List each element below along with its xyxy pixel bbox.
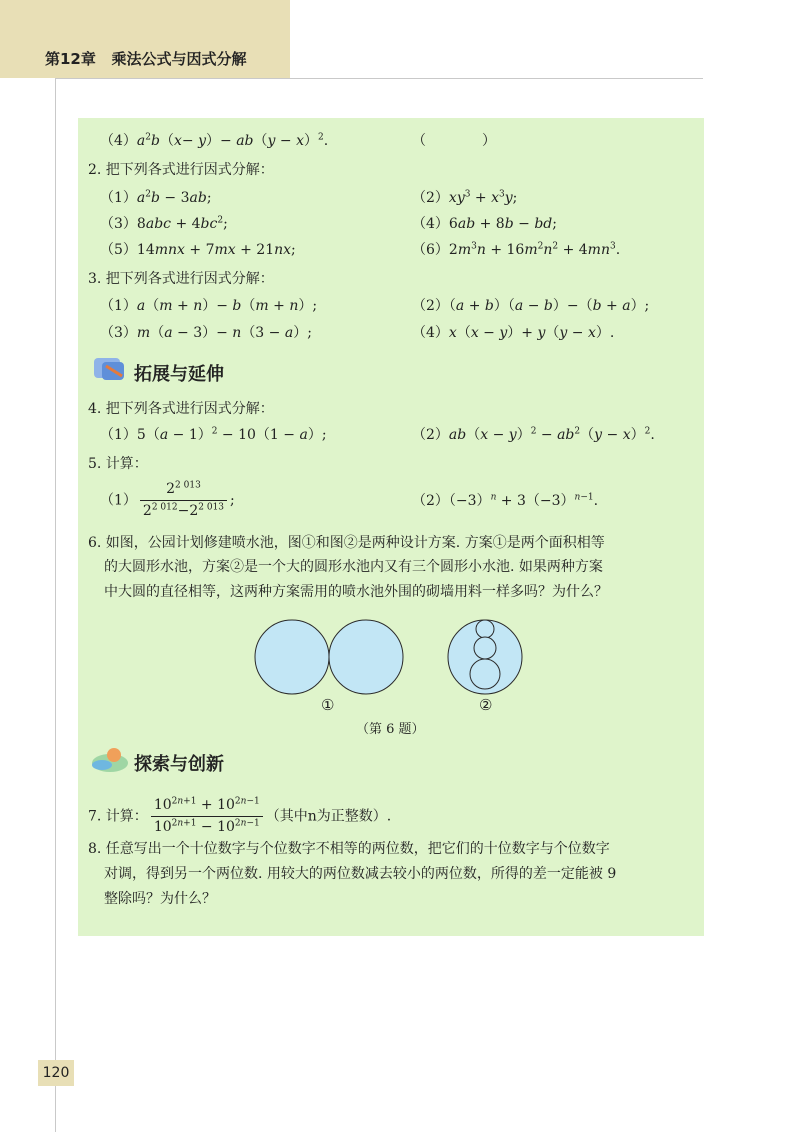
figure-2-nested-circles	[446, 612, 526, 702]
q6-line1: 6. 如图，公园计划修建喷水池，图①和图②是两种设计方案. 方案①是两个面积相等	[88, 535, 605, 551]
q3-stem: 3. 把下列各式进行因式分解：	[88, 271, 274, 287]
fig2-small-circle-middle	[474, 637, 496, 659]
q7-fraction: $\frac{10^{2n+1} + 10^{2n-1}}{10^{2n+1} - 10^{2n-1}}$	[151, 796, 263, 837]
q4-part2: $(2)ab(x - y)^2 - ab^2(y - x)^2$.	[412, 426, 655, 443]
figure-1-two-circles	[250, 612, 410, 702]
figure-caption: （第 6 题）	[356, 722, 425, 737]
section-title-explore: 探索与创新	[134, 754, 224, 775]
section-title-extend: 拓展与延伸	[134, 364, 224, 385]
fig2-small-circle-top	[476, 620, 494, 638]
q5-part2: $(2)(-3)^n + 3(-3)^{n-1}$.	[412, 492, 599, 509]
q3-part4: （4）x（x − y）+ y（y − x）.	[412, 325, 615, 341]
q2-part1: $(1)a^2b - 3ab$;	[100, 189, 212, 206]
page-number: 120	[38, 1060, 74, 1086]
margin-line	[55, 78, 56, 1132]
fig2-small-circle-bottom	[470, 659, 500, 689]
extend-section-icon	[92, 354, 130, 384]
fig2-label: ②	[479, 696, 493, 714]
fig1-circle-left	[255, 620, 329, 694]
q2-part3: $(3)8abc + 4bc^2$;	[100, 215, 228, 232]
q3-part1: （1）a（m + n）− b（m + n）;	[100, 298, 318, 314]
q2-part5: （5）14mnx + 7mx + 21nx;	[100, 242, 296, 258]
q3-part3: （3）m（a − 3）− n（3 − a）;	[100, 325, 312, 341]
fig1-circle-right	[329, 620, 403, 694]
q8-line3: 整除吗？为什么？	[104, 891, 216, 907]
q2-part6: $(6)2m^3n + 16m^2n^2 + 4mn^3$.	[412, 241, 621, 258]
q5-stem: 5. 计算：	[88, 456, 148, 472]
q1-answer-blank: （ ）	[412, 133, 496, 149]
explore-section-icon	[90, 745, 130, 775]
q7: 7. 计算： $\frac{10^{2n+1} + 10^{2n-1}}{10^{2n+1} - 10^{2n-1}}$ （其中n为正整数）.	[88, 796, 392, 835]
header-divider	[55, 78, 703, 79]
q6-line3: 中大圆的直径相等，这两种方案需用的喷水池外围的砌墙用料一样多吗？为什么？	[104, 584, 608, 600]
q4-stem: 4. 把下列各式进行因式分解：	[88, 401, 274, 417]
q1-part4: $(4)a^2b(x- y)- ab(y - x)^2$.	[100, 132, 329, 149]
q8-line2: 对调，得到另一个两位数. 用较大的两位数减去较小的两位数，所得的差一定能被 9	[104, 866, 617, 882]
q5-part1: （1） $\frac{2^{2 013}}{2^{2 012}-2^{2 013}}$ ;	[100, 480, 235, 519]
q5-fraction: $\frac{2^{2 013}}{2^{2 012}-2^{2 013}}$	[140, 480, 227, 521]
q6-line2: 的大圆形水池，方案②是一个大的圆形水池内又有三个圆形小水池. 如果两种方案	[104, 559, 603, 575]
q2-stem: 2. 把下列各式进行因式分解：	[88, 162, 274, 178]
q3-part2: （2）（a + b）（a − b）−（b + a）;	[412, 298, 650, 314]
chapter-title: 第12章 乘法公式与因式分解	[45, 50, 247, 68]
q2-part2: $(2)xy^3 + x^3y$;	[412, 189, 518, 206]
fig1-label: ①	[321, 696, 335, 714]
q4-part1: $(1)5(a - 1)^2 - 10(1 - a)$;	[100, 426, 327, 443]
q2-part4: （4）6ab + 8b − bd;	[412, 216, 557, 232]
q8-line1: 8. 任意写出一个十位数字与个位数字不相等的两位数，把它们的十位数字与个位数字	[88, 841, 610, 857]
